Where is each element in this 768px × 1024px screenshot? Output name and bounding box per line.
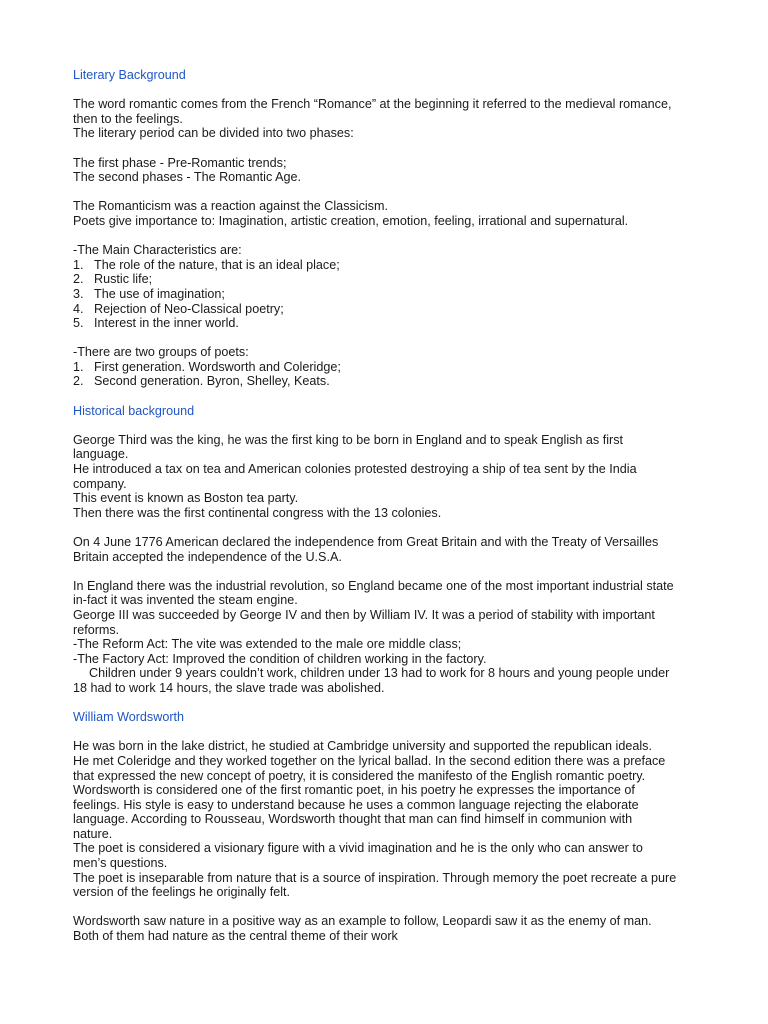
- spacer: [73, 185, 713, 200]
- text-line: 18 had to work 14 hours, the slave trade was abolished.: [73, 680, 385, 695]
- text-line: reforms.: [73, 622, 120, 637]
- list-title: -The Main Characteristics are:: [73, 243, 242, 258]
- list-item: [73, 258, 713, 273]
- text-line: He met Coleridge and they worked together on the lyrical ballad. In the second edition there was a preface: [73, 753, 666, 768]
- text-line: then to the feelings.: [73, 111, 183, 126]
- paragraph: [73, 914, 713, 943]
- spacer: [73, 696, 713, 711]
- document-page: [73, 68, 713, 944]
- text-line: nature.: [73, 826, 113, 841]
- groups-block: [73, 345, 713, 389]
- characteristics-list: [73, 258, 713, 331]
- list-item: [73, 302, 713, 317]
- text-line: He was born in the lake district, he studied at Cambridge university and supported the republican ideals.: [73, 739, 652, 754]
- text-line: Both of them had nature as the central theme of their work: [73, 929, 398, 944]
- paragraph: [73, 579, 713, 696]
- list-item-text: Second generation. Byron, Shelley, Keats.: [94, 374, 330, 389]
- text-line: language. According to Rousseau, Wordsworth thought that man can find himself in communion with: [73, 812, 633, 827]
- text-line: -The Reform Act: The vite was extended to the male ore middle class;: [73, 637, 462, 652]
- list-item: [73, 272, 713, 287]
- paragraph: [73, 156, 713, 185]
- spacer: [73, 331, 713, 346]
- list-item-text: Rustic life;: [94, 272, 153, 287]
- text-line: Poets give importance to: Imagination, artistic creation, emotion, feeling, irrational and supernatural.: [73, 213, 629, 228]
- list-number: 5.: [73, 316, 84, 331]
- spacer: [73, 389, 713, 404]
- text-line: The poet is inseparable from nature that is a source of inspiration. Through memory the poet recreate a pure: [73, 870, 677, 885]
- text-line: The word romantic comes from the French “Romance” at the beginning it referred to the medieval romance,: [73, 97, 672, 112]
- text-line: men’s questions.: [73, 856, 168, 871]
- text-line: The second phases - The Romantic Age.: [73, 170, 301, 185]
- list-item-text: Rejection of Neo-Classical poetry;: [94, 301, 284, 316]
- text-line: Children under 9 years couldn’t work, children under 13 had to work for 8 hours and young people under: [89, 666, 670, 681]
- list-number: 1.: [73, 257, 84, 272]
- text-line: George Third was the king, he was the first king to be born in England and to speak English as first: [73, 432, 624, 447]
- text-line: company.: [73, 476, 127, 491]
- text-line: language.: [73, 447, 129, 462]
- section-heading-wordsworth: William Wordsworth: [73, 710, 185, 725]
- list-item: [73, 287, 713, 302]
- text-line: Britain accepted the independence of the U.S.A.: [73, 549, 342, 564]
- list-item-text: The role of the nature, that is an ideal place;: [94, 257, 340, 272]
- text-line: George III was succeeded by George IV and then by William IV. It was a period of stability with important: [73, 607, 655, 622]
- text-line: The literary period can be divided into two phases:: [73, 126, 354, 141]
- paragraph: [73, 535, 713, 564]
- list-item: [73, 360, 713, 375]
- text-line: On 4 June 1776 American declared the independence from Great Britain and with the Treaty of Versailles: [73, 535, 659, 549]
- list-number: 1.: [73, 359, 84, 374]
- spacer: [73, 520, 713, 535]
- spacer: [73, 564, 713, 579]
- list-item: [73, 374, 713, 389]
- spacer: [73, 141, 713, 156]
- text-line: in-fact it was invented the steam engine.: [73, 593, 298, 608]
- text-line: This event is known as Boston tea party.: [73, 491, 299, 506]
- list-item: [73, 316, 713, 331]
- list-item-text: The use of imagination;: [94, 286, 225, 301]
- text-line: -The Factory Act: Improved the condition of children working in the factory.: [73, 651, 487, 666]
- list-number: 2.: [73, 272, 84, 287]
- list-number: 4.: [73, 301, 84, 316]
- paragraph: [73, 739, 713, 900]
- spacer: [73, 725, 713, 740]
- section-heading-literary: Literary Background: [73, 68, 186, 82]
- text-line: He introduced a tax on tea and American colonies protested destroying a ship of tea sent by the India: [73, 462, 637, 477]
- characteristics-block: [73, 243, 713, 331]
- spacer: [73, 418, 713, 433]
- text-line: that expressed the new concept of poetry, it is considered the manifesto of the English romantic poetry.: [73, 768, 646, 783]
- text-line: feelings. His style is easy to understand because he uses a common language rejecting the elaborate: [73, 797, 639, 812]
- paragraph: [73, 433, 713, 521]
- text-line: Wordsworth saw nature in a positive way as an example to follow, Leopardi saw it as the enemy of man.: [73, 914, 652, 929]
- list-number: 3.: [73, 286, 84, 301]
- list-number: 2.: [73, 374, 84, 389]
- text-line: The first phase - Pre-Romantic trends;: [73, 155, 287, 170]
- text-line: Then there was the first continental congress with the 13 colonies.: [73, 505, 442, 520]
- section-heading-historical: Historical background: [73, 403, 195, 418]
- spacer: [73, 83, 713, 98]
- paragraph: [73, 199, 713, 228]
- text-line: Wordsworth is considered one of the first romantic poet, in his poetry he expresses the importance of: [73, 783, 635, 798]
- list-title: -There are two groups of poets:: [73, 345, 249, 360]
- text-line: In England there was the industrial revolution, so England became one of the most important industrial state: [73, 578, 674, 593]
- text-line: The poet is considered a visionary figure with a vivid imagination and he is the only who can answer to: [73, 841, 643, 856]
- spacer: [73, 900, 713, 915]
- text-line: The Romanticism was a reaction against the Classicism.: [73, 199, 388, 214]
- spacer: [73, 229, 713, 244]
- text-line: version of the feelings he originally felt.: [73, 885, 291, 900]
- list-item-text: Interest in the inner world.: [94, 316, 239, 331]
- paragraph: [73, 97, 713, 141]
- groups-list: [73, 360, 713, 389]
- list-item-text: First generation. Wordsworth and Coleridge;: [94, 359, 341, 374]
